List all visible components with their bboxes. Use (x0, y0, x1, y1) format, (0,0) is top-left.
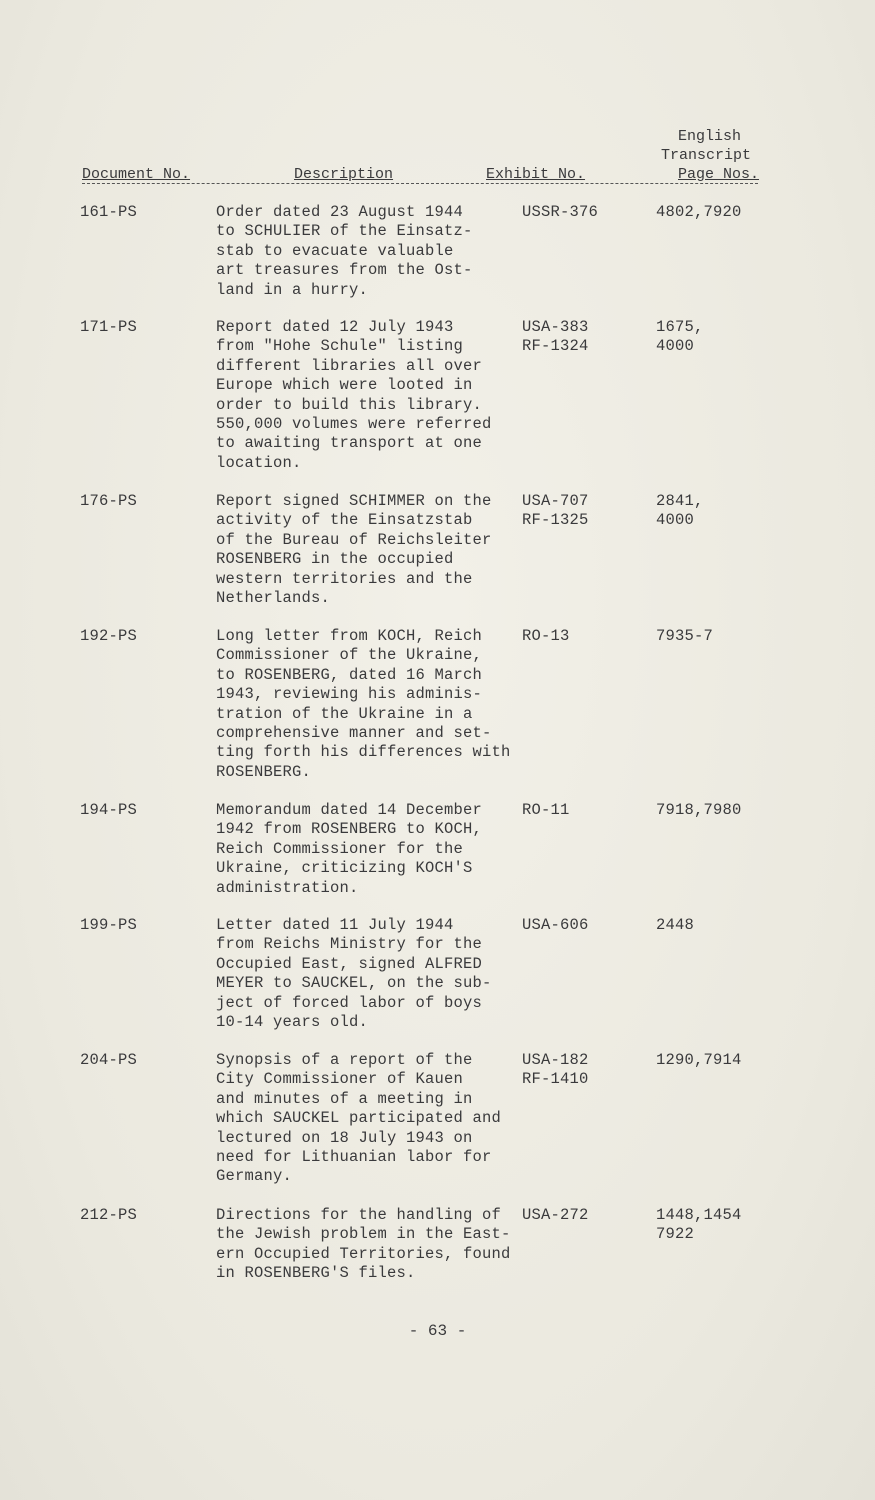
row-exhibit-no: USA-182 RF-1410 (522, 1051, 589, 1089)
header-description: Description (294, 166, 394, 183)
page-number: - 63 - (408, 1322, 467, 1340)
header-rule (82, 183, 758, 184)
row-doc-no: 161-PS (80, 203, 138, 221)
row-exhibit-no: RO-11 (522, 801, 570, 819)
row-page-nos: 4802,7920 (656, 203, 742, 221)
row-page-nos: 2448 (656, 916, 695, 934)
header-page-line3: Page Nos. (678, 166, 760, 183)
row-description: Report signed SCHIMMER on the activity of the Einsatzstab of the Bureau of Reichsleiter ROSENBERG in the occupied western territories and the Netherlands. (216, 492, 492, 608)
row-description: Report dated 12 July 1943 from "Hohe Schule" listing different libraries all over Europe which were looted in order to build this library. 550,000 volumes were referred to awaiting transport at one location. (216, 318, 492, 472)
row-page-nos: 7935-7 (656, 627, 714, 645)
row-page-nos: 1290,7914 (656, 1051, 742, 1069)
row-exhibit-no: USA-272 (522, 1206, 589, 1224)
row-exhibit-no: USA-707 RF-1325 (522, 492, 589, 530)
row-description: Order dated 23 August 1944 to SCHULIER of the Einsatz- stab to evacuate valuable art treasures from the Ost- land in a hurry. (216, 203, 473, 299)
row-description: Letter dated 11 July 1944 from Reichs Ministry for the Occupied East, signed ALFRED MEYER to SAUCKEL, on the sub- ject of forced labor of boys 10-14 years old. (216, 916, 492, 1032)
row-page-nos: 1675, 4000 (656, 318, 704, 356)
row-description: Synopsis of a report of the City Commissioner of Kauen and minutes of a meeting in which SAUCKEL participated and lectured on 18 July 1943 on need for Lithuanian labor for Germany. (216, 1051, 502, 1186)
row-description: Directions for the handling of the Jewish problem in the East- ern Occupied Territories, found in ROSENBERG'S files. (216, 1206, 511, 1283)
header-page-line2: Transcript (661, 147, 752, 164)
row-exhibit-no: USA-606 (522, 916, 589, 934)
header-exhibit-no: Exhibit No. (486, 166, 586, 183)
row-page-nos: 1448,1454 7922 (656, 1206, 742, 1244)
row-doc-no: 176-PS (80, 492, 138, 510)
row-exhibit-no: USA-383 RF-1324 (522, 318, 589, 356)
row-doc-no: 171-PS (80, 318, 138, 336)
row-page-nos: 2841, 4000 (656, 492, 704, 530)
row-description: Memorandum dated 14 December 1942 from ROSENBERG to KOCH, Reich Commissioner for the Ukraine, criticizing KOCH'S administration. (216, 801, 483, 897)
row-page-nos: 7918,7980 (656, 801, 742, 819)
row-doc-no: 192-PS (80, 627, 138, 645)
header-doc-no: Document No. (82, 166, 191, 183)
row-description: Long letter from KOCH, Reich Commissioner of the Ukraine, to ROSENBERG, dated 16 March 1943, reviewing his adminis- tration of the Ukraine in a comprehensive manner and set- ting forth his differences with ROSENBERG. (216, 627, 511, 781)
row-exhibit-no: RO-13 (522, 627, 570, 645)
row-doc-no: 199-PS (80, 916, 138, 934)
header-page-line1: English (678, 128, 742, 145)
row-doc-no: 194-PS (80, 801, 138, 819)
row-exhibit-no: USSR-376 (522, 203, 599, 221)
row-doc-no: 204-PS (80, 1051, 138, 1069)
row-doc-no: 212-PS (80, 1206, 138, 1224)
